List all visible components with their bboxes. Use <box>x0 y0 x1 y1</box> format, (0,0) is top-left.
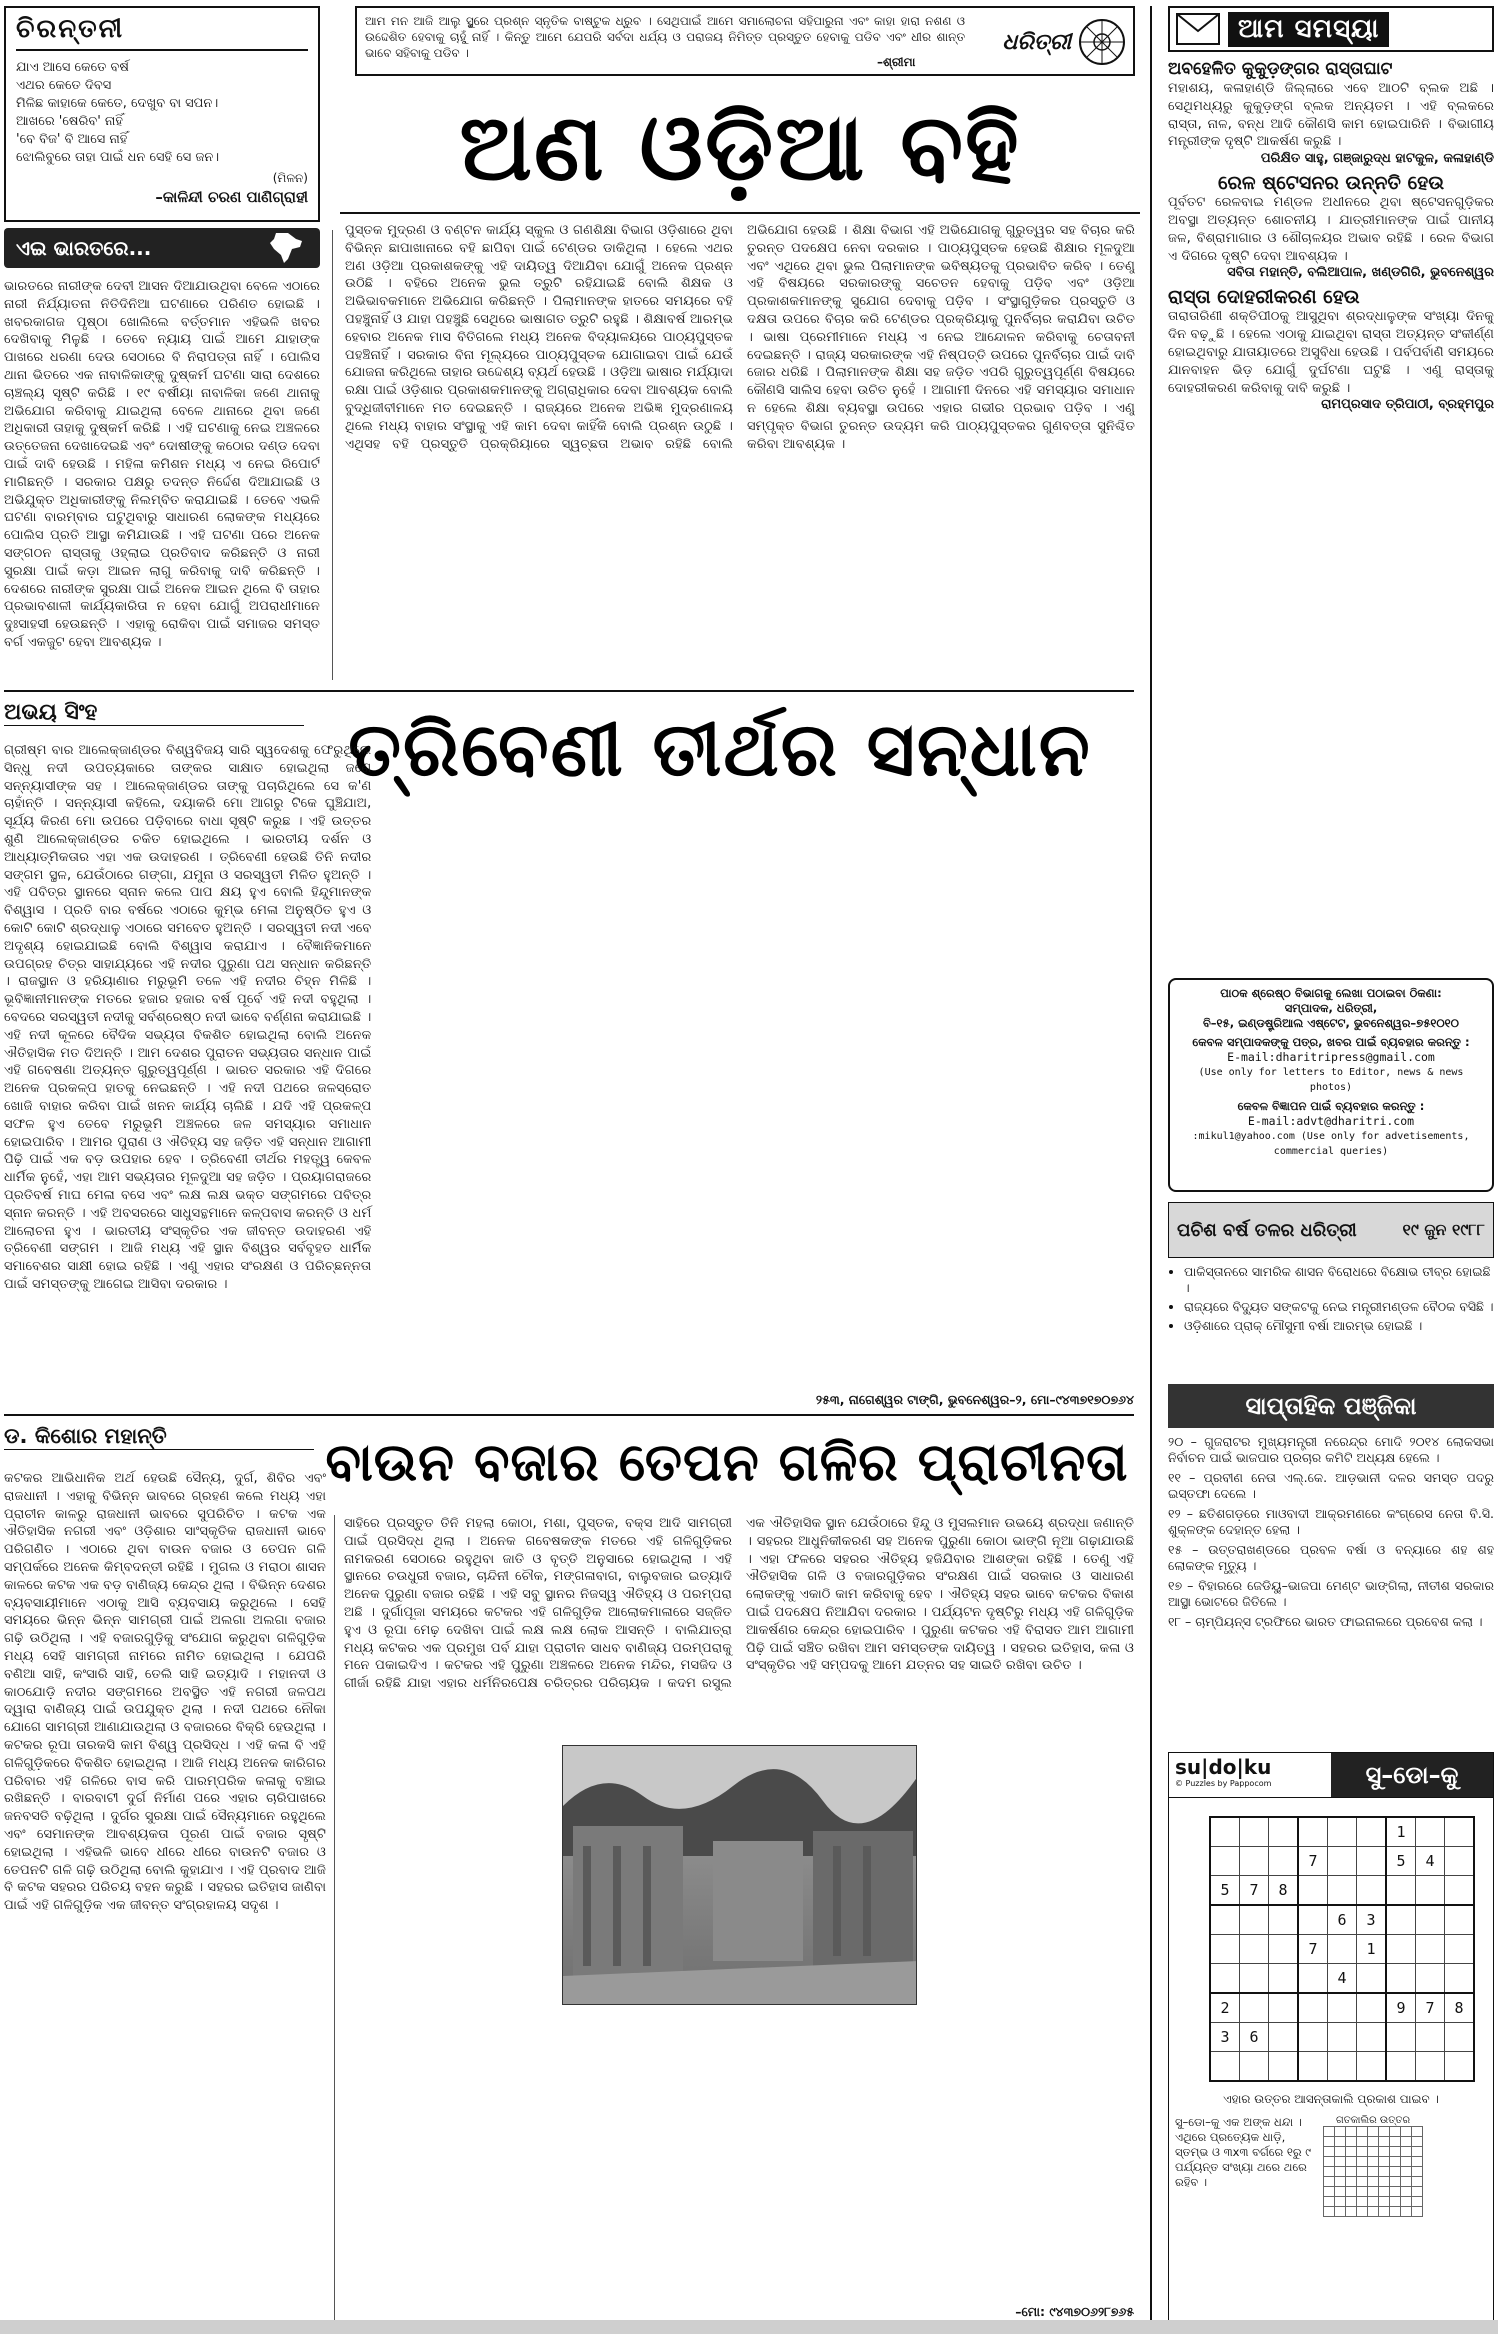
sudoku-cell <box>1269 2023 1299 2052</box>
poem-line: ଝୋଲିବୁରେ ତାହା ପାଇଁ ଧନ ସେହି ସେ ଜନ। <box>16 150 220 165</box>
sudoku-cell <box>1357 1817 1387 1847</box>
answer-cell <box>1357 2187 1368 2197</box>
aama-samasya-title: ଆମ ସମସ୍ୟା <box>1228 12 1389 47</box>
answer-cell <box>1412 2157 1423 2167</box>
sudoku-box <box>1168 1752 1494 2328</box>
sudoku-cell <box>1416 1817 1445 1847</box>
answer-cell <box>1390 2177 1401 2187</box>
kishore-text-right: ସାହିରେ ପ୍ରସ୍ତୁତ ତିନି ମହଲା କୋଠା, ମଶା, ପୁସ୍ତକ, ବକ୍ସ ଆଦି ସାମଗ୍ରୀ ପାଇଁ ପ୍ରସିଦ୍ଧ ଥିଲା । ଅନେକ ଗବେଷକଙ୍କ ମତରେ ଏହି ଗଳିଗୁଡ଼ିକର ନାମକରଣ ସେଠାରେ ରହୁଥିବା ଜାତି ଓ ବୃତ୍ତି ଅନୁସାରେ ହୋଇଥିଲା । ଏହି ସ୍ଥାନରେ ଚଉଧୁରୀ ବଜାର, ଚାନ୍ଦିନୀ ଚୌକ, ମଙ୍ଗଳାବାଗ, ବାଲୁବଜାର ଇତ୍ୟାଦି ଅନେକ ପୁରୁଣା ବଜାର ରହିଛି । ଏହି ସବୁ ସ୍ଥାନର ନିଜସ୍ୱ ଐତିହ୍ୟ ଓ ପରମ୍ପରା ଅଛି । ଦୁର୍ଗାପୂଜା ସମୟରେ କଟକର ଏହି ଗଳିଗୁଡ଼ିକ ଆଲୋକମାଳାରେ ସଜ୍ଜିତ ହୁଏ ଓ ରୂପା ମେଢ଼ ଦେଖିବା ପାଇଁ ଲକ୍ଷ ଲକ୍ଷ ଲୋକ ଆସନ୍ତି । ବାଲିଯାତ୍ରା ମଧ୍ୟ କଟକର ଏକ ପ୍ରମୁଖ ପର୍ବ ଯାହା ପ୍ରାଚୀନ ସାଧବ ବାଣିଜ୍ୟ ପରମ୍ପରାକୁ ମନେ ପକାଇଦିଏ । କଟକର ଏହି ପୁରୁଣା ଅଞ୍ଚଳରେ ଅନେକ ମନ୍ଦିର, ମସଜିଦ ଓ ଗୀର୍ଜା ରହିଛି ଯାହା ଏହାର ଧର୍ମନିରପେକ୍ଷ ଚରିତ୍ରର ପରିଚାୟକ । କଦମ ରସୁଲ ଏକ ଐତିହାସିକ ସ୍ଥାନ ଯେଉଁଠାରେ ହିନ୍ଦୁ ଓ ମୁସଲମାନ ଉଭୟେ ଶ୍ରଦ୍ଧା ଜଣାନ୍ତି । ସହରର ଆଧୁନିକୀକରଣ ସହ ଅନେକ ପୁରୁଣା କୋଠା ଭାଙ୍ଗି ନୂଆ ଗଢ଼ାଯାଉଛି । ଏହା ଫଳରେ ସହରର ଐତିହ୍ୟ ହଜିଯିବାର ଆଶଙ୍କା ରହିଛି । ତେଣୁ ଏହି ଐତିହାସିକ ଗଳି ଓ ବଜାରଗୁଡ଼ିକର ସଂରକ୍ଷଣ ପାଇଁ ସରକାର ଓ ସାଧାରଣ ଲୋକଙ୍କୁ ଏକାଠି କାମ କରିବାକୁ ହେବ । ଐତିହ୍ୟ ସହର ଭାବେ କଟକର ବିକାଶ ପାଇଁ ପଦକ୍ଷେପ ନିଆଯିବା ଦରକାର । ପର୍ଯ୍ୟଟନ ଦୃଷ୍ଟିରୁ ମଧ୍ୟ ଏହି ଗଳିଗୁଡ଼ିକ ଆକର୍ଷଣର କେନ୍ଦ୍ର ହୋଇପାରିବ । ପୁରୁଣା କଟକର ଏହି ବିରାସତ ଆମ ଆଗାମୀ ପିଢ଼ି ପାଇଁ ସଞ୍ଚିତ ରଖିବା ଆମ ସମସ୍ତଙ୍କ ଦାୟିତ୍ୱ । ସହରର ଇତିହାସ, କଳା ଓ ସଂସ୍କୃତିର ଏହି ସମ୍ପଦକୁ ଆମେ ଯତ୍ନର ସହ ସାଇତି ରଖିବା ଉଚିତ । <box>344 1516 1134 1692</box>
answer-cell <box>1324 2197 1335 2207</box>
sudoku-cell <box>1328 1817 1357 1847</box>
answer-cell <box>1324 2157 1335 2167</box>
saptahika-list <box>1168 1434 1494 1744</box>
sudoku-cell: 5 <box>1210 1876 1240 1906</box>
poem-line: ଯାଏ ଆସେ କେତେ ବର୍ଷ <box>16 60 129 75</box>
sudoku-cell: 7 <box>1240 1876 1269 1906</box>
sudoku-cell <box>1298 2052 1328 2082</box>
letter-title: ଅବହେଳିତ କୁକୁଡ଼ଙ୍ଗର ରାସ୍ତାଘାଟ <box>1168 59 1393 79</box>
sudoku-cell <box>1298 1993 1328 2023</box>
logo-text: ଧରିତ୍ରୀ <box>1002 29 1071 55</box>
sudoku-cell: 8 <box>1445 1993 1475 2023</box>
sudoku-cell <box>1269 1993 1299 2023</box>
sudoku-credit: © Puzzles by Pappocom <box>1175 1779 1272 1788</box>
sudoku-grid <box>1209 1816 1475 2082</box>
answer-cell <box>1412 2137 1423 2147</box>
answer-cell <box>1412 2177 1423 2187</box>
sudoku-cell <box>1445 1964 1475 1994</box>
sudoku-cell <box>1269 1935 1299 1964</box>
sudoku-cell <box>1386 2052 1416 2082</box>
sudoku-cell <box>1240 1935 1269 1964</box>
answer-cell <box>1335 2187 1346 2197</box>
sudoku-cell <box>1357 1876 1387 1906</box>
answer-cell <box>1412 2147 1423 2157</box>
answer-cell <box>1346 2197 1357 2207</box>
answer-cell <box>1368 2187 1379 2197</box>
chirantani-source: (ମିଳନ) <box>272 171 308 185</box>
answer-cell <box>1401 2187 1412 2197</box>
answer-cell <box>1335 2137 1346 2147</box>
sudoku-cell <box>1210 1847 1240 1876</box>
answer-cell <box>1412 2207 1423 2217</box>
sudoku-cell <box>1269 1847 1299 1876</box>
sudoku-cell <box>1328 2052 1357 2082</box>
sudoku-cell <box>1328 1935 1357 1964</box>
letter-author: ସବିତା ମହାନ୍ତି, ବଲିଆପାଳ, ଖଣ୍ଡଗିରି, ଭୁବନେଶ୍ୱର <box>1227 265 1494 281</box>
sudoku-cell: 2 <box>1210 1993 1240 2023</box>
sudoku-cell <box>1386 1964 1416 1994</box>
panjika-item: ୨୦ – ଗୁଜରାଟର ମୁଖ୍ୟମନ୍ତ୍ରୀ ନରେନ୍ଦ୍ର ମୋଦି ୨୦୧୪ ଲୋକସଭା ନିର୍ବାଚନ ପାଇଁ ଭାଜପାର ପ୍ରଚାର କମିଟି ଅଧ୍ୟକ୍ଷ ହେଲେ । <box>1168 1434 1494 1465</box>
sudoku-cell: 3 <box>1210 2023 1240 2052</box>
sudoku-cell: 1 <box>1357 1935 1387 1964</box>
ei-bharatare-text: ଭାରତରେ ନାରୀଙ୍କ ଦେବୀ ଆସନ ଦିଆଯାଉଥିବା ବେଳେ ଏଠାରେ ନାରୀ ନିର୍ଯ୍ୟାତନା ନିତିଦିନିଆ ଘଟଣାରେ ପରିଣତ ହୋଇଛି । ଖବରକାଗଜ ପୃଷ୍ଠା ଖୋଲିଲେ ବର୍ତ୍ତମାନ ଏହିଭଳି ଖବର ଦେଖିବାକୁ ମିଳୁଛି । ତେବେ ନ୍ୟାୟ ପାଇଁ ଆମେ ଯାହାଙ୍କ ପାଖରେ ଧରଣା ଦେଉ ସେଠାରେ ବି ନିରାପତ୍ତା ନାହିଁ । ପୋଲିସ ଥାନା ଭିତରେ ଏକ ନାବାଳିକାଙ୍କୁ ଦୁଷ୍କର୍ମ ଘଟଣା ସାରା ଦେଶରେ ଚାଞ୍ଚଲ୍ୟ ସୃଷ୍ଟି କରିଛି । ୧୯ ବର୍ଷୀୟା ନାବାଳିକା ଜଣେ ଥାନାକୁ ଅଭିଯୋଗ କରିବାକୁ ଯାଇଥିଲା ବେଳେ ଥାନାରେ ଥିବା ଜଣେ ଅଧିକାରୀ ତାହାକୁ ଦୁଷ୍କର୍ମ କରିଛି । ଏହି ଘଟଣାକୁ ନେଇ ଅଞ୍ଚଳରେ ଉତ୍ତେଜନା ଦେଖାଦେଇଛି ଏବଂ ଦୋଷୀଙ୍କୁ କଠୋର ଦଣ୍ଡ ଦେବା ପାଇଁ ଦାବି ହେଉଛି । ମହିଳା କମିଶନ ମଧ୍ୟ ଏ ନେଇ ରିପୋର୍ଟ ମାଗିଛନ୍ତି । ସରକାର ପକ୍ଷରୁ ତଦନ୍ତ ନିର୍ଦ୍ଦେଶ ଦିଆଯାଇଛି ଓ ଅଭିଯୁକ୍ତ ଅଧିକାରୀଙ୍କୁ ନିଲମ୍ବିତ କରାଯାଇଛି । ତେବେ ଏଭଳି ଘଟଣା ବାରମ୍ବାର ଘଟୁଥିବାରୁ ସାଧାରଣ ଲୋକଙ୍କ ମଧ୍ୟରେ ପୋଲିସ ପ୍ରତି ଆସ୍ଥା କମିଯାଉଛି । ଏହି ଘଟଣା ପରେ ଅନେକ ସଙ୍ଗଠନ ରାସ୍ତାକୁ ଓହ୍ଲାଇ ପ୍ରତିବାଦ କରିଛନ୍ତି ଓ ନାରୀ ସୁରକ୍ଷା ପାଇଁ କଡ଼ା ଆଇନ ଲାଗୁ କରିବାକୁ ଦାବି କରିଛନ୍ତି । ଦେଶରେ ନାରୀଙ୍କ ସୁରକ୍ଷା ପାଇଁ ଅନେକ ଆଇନ ଥିଲେ ବି ତାହାର ପ୍ରଭାବଶାଳୀ କାର୍ଯ୍ୟକାରିତା ନ ହେବା ଯୋଗୁଁ ଅପରାଧୀମାନେ ଦୁଃସାହସୀ ହେଉଛନ୍ତି । ଏହାକୁ ରୋକିବା ପାଇଁ ସମାଜର ସମସ୍ତ ବର୍ଗ ଏକଜୁଟ ହେବା ଆବଶ୍ୟକ । <box>4 279 320 650</box>
triveni-text: ଗ୍ରୀଷ୍ମ ବାର ଆଲେକ୍ଜାଣ୍ଡର ବିଶ୍ୱବିଜୟ ସାରି ସ୍ୱଦେଶକୁ ଫେରୁଥିଲେ ସିନ୍ଧୁ ନଦୀ ଉପତ୍ୟକାରେ ତାଙ୍କର ସାକ୍ଷାତ ହୋଇଥିଲା ଜଣେ ସନ୍ନ୍ୟାସୀଙ୍କ ସହ । ଆଲେକ୍ଜାଣ୍ଡର ତାଙ୍କୁ ପଚାରିଥିଲେ ସେ କ'ଣ ଚାହାଁନ୍ତି । ସନ୍ନ୍ୟାସୀ କହିଲେ, ଦୟାକରି ମୋ ଆଗରୁ ଟିକେ ଘୁଞ୍ଚିଯାଅ, ସୂର୍ଯ୍ୟ କିରଣ ମୋ ଉପରେ ପଡ଼ିବାରେ ବାଧା ସୃଷ୍ଟି କରୁଛ । ଏହି ଉତ୍ତର ଶୁଣି ଆଲେକ୍ଜାଣ୍ଡର ଚକିତ ହୋଇଥିଲେ । ଭାରତୀୟ ଦର୍ଶନ ଓ ଆଧ୍ୟାତ୍ମିକତାର ଏହା ଏକ ଉଦାହରଣ । ତ୍ରିବେଣୀ ହେଉଛି ତିନି ନଦୀର ସଙ୍ଗମ ସ୍ଥଳ, ଯେଉଁଠାରେ ଗଙ୍ଗା, ଯମୁନା ଓ ସରସ୍ୱତୀ ମିଳିତ ହୁଅନ୍ତି । ଏହି ପବିତ୍ର ସ୍ଥାନରେ ସ୍ନାନ କଲେ ପାପ କ୍ଷୟ ହୁଏ ବୋଲି ହିନ୍ଦୁମାନଙ୍କ ବିଶ୍ୱାସ । ପ୍ରତି ବାର ବର୍ଷରେ ଏଠାରେ କୁମ୍ଭ ମେଳା ଅନୁଷ୍ଠିତ ହୁଏ ଓ କୋଟି କୋଟି ଶ୍ରଦ୍ଧାଳୁ ଏଠାରେ ସମବେତ ହୁଅନ୍ତି । ସରସ୍ୱତୀ ନଦୀ ଏବେ ଅଦୃଶ୍ୟ ହୋଇଯାଇଛି ବୋଲି ବିଶ୍ୱାସ କରାଯାଏ । ବୈଜ୍ଞାନିକମାନେ ଉପଗ୍ରହ ଚିତ୍ର ସାହାଯ୍ୟରେ ଏହି ନଦୀର ପୁରୁଣା ପଥ ସନ୍ଧାନ କରିଛନ୍ତି । ରାଜସ୍ଥାନ ଓ ହରିୟାଣାର ମରୁଭୂମି ତଳେ ଏହି ନଦୀର ଚିହ୍ନ ମିଳିଛି । ଭୂବିଜ୍ଞାନୀମାନଙ୍କ ମତରେ ହଜାର ହଜାର ବର୍ଷ ପୂର୍ବେ ଏହି ନଦୀ ବହୁଥିଲା । ବେଦରେ ସରସ୍ୱତୀ ନଦୀକୁ ସର୍ବଶ୍ରେଷ୍ଠ ନଦୀ ଭାବେ ବର୍ଣ୍ଣନା କରାଯାଇଛି । ଏହି ନଦୀ କୂଳରେ ବୈଦିକ ସଭ୍ୟତା ବିକଶିତ ହୋଇଥିଲା ବୋଲି ଅନେକ ଐତିହାସିକ ମତ ଦିଅନ୍ତି । ଆମ ଦେଶର ପୁରାତନ ସଭ୍ୟତାର ସନ୍ଧାନ ପାଇଁ ଏହି ଗବେଷଣା ଅତ୍ୟନ୍ତ ଗୁରୁତ୍ୱପୂର୍ଣ୍ଣ । ଭାରତ ସରକାର ଏହି ଦିଗରେ ଅନେକ ପ୍ରକଳ୍ପ ହାତକୁ ନେଇଛନ୍ତି । ଏହି ନଦୀ ପଥରେ ଜଳସ୍ରୋତ ଖୋଜି ବାହାର କରିବା ପାଇଁ ଖନନ କାର୍ଯ୍ୟ ଚାଲିଛି । ଯଦି ଏହି ପ୍ରକଳ୍ପ ସଫଳ ହୁଏ ତେବେ ମରୁଭୂମି ଅଞ୍ଚଳରେ ଜଳ ସମସ୍ୟାର ସମାଧାନ ହୋଇପାରିବ । ଆମର ପୁରାଣ ଓ ଐତିହ୍ୟ ସହ ଜଡ଼ିତ ଏହି ସନ୍ଧାନ ଆଗାମୀ ପିଢ଼ି ପାଇଁ ଏକ ବଡ଼ ଉପହାର ହେବ । ତ୍ରିବେଣୀ ତୀର୍ଥର ମହତ୍ତ୍ୱ କେବଳ ଧାର୍ମିକ ନୁହେଁ, ଏହା ଆମ ସଭ୍ୟତାର ମୂଳଦୁଆ ସହ ଜଡ଼ିତ । ପ୍ରୟାଗରାଜରେ ପ୍ରତିବର୍ଷ ମାଘ ମେଳା ବସେ ଏବଂ ଲକ୍ଷ ଲକ୍ଷ ଭକ୍ତ ସଙ୍ଗମରେ ପବିତ୍ର ସ୍ନାନ କରନ୍ତି । ଏହି ଅବସରରେ ସାଧୁସନ୍ଥମାନେ କଳ୍ପବାସ କରନ୍ତି ଓ ଧର୍ମ ଆଲୋଚନା ହୁଏ । ଭାରତୀୟ ସଂସ୍କୃତିର ଏକ ଜୀବନ୍ତ ଉଦାହରଣ ଏହି ତ୍ରିବେଣୀ ସଙ୍ଗମ । ଆଜି ମଧ୍ୟ ଏହି ସ୍ଥାନ ବିଶ୍ୱର ସର୍ବବୃହତ ଧାର୍ମିକ ସମାବେଶର ସାକ୍ଷୀ ହୋଇ ରହିଛି । ଏଣୁ ଏହାର ସଂରକ୍ଷଣ ଓ ପରିଚ୍ଛନ୍ନତା ପାଇଁ ସମସ୍ତଙ୍କୁ ଆଗେଇ ଆସିବା ଦରକାର । <box>4 743 372 1292</box>
sudoku-cell: 1 <box>1386 1817 1416 1847</box>
aama-samasya-list <box>1168 58 1494 968</box>
answer-cell <box>1390 2137 1401 2147</box>
sudoku-cell <box>1416 1876 1445 1906</box>
answer-cell <box>1335 2207 1346 2217</box>
answer-cell <box>1390 2187 1401 2197</box>
quote-text: ଆମ ମନ ଆଜି ଆଲୁ ସ୍ଥୁରେ ପ୍ରଶ୍ନ ସ୍ନୃତିକ ବାଷ୍ଟୁକ ଧ୍ରୁବ । ସେଥିପାଇଁ ଆମେ ସମାଲୋଚନା ସହିପାରୁନା ଏବଂ କାହା ହାରା ନଶଣ ଓ ଉଦ୍ଦେଶିତ ହେବାକୁ ଚାହୁଁ ନାହିଁ । କିନ୍ତୁ ଆମେ ଯେପରି ସର୍ବଦା ଧର୍ଯ୍ୟ ଓ ପରାଜୟ ନିମିତ୍ତ ପ୍ରସ୍ତୁତ ହେବାକୁ ପଡିବ ଏବଂ ଧୀର ଶାନ୍ତ ଭାବେ ସହିବାକୁ ପଡିବ । <box>365 14 965 60</box>
letter-text: ପୂର୍ବତଟ ରେଳବାଇ ମଣ୍ଡଳ ଅଧୀନରେ ଥିବା ଷ୍ଟେସନଗୁଡ଼ିକର ଅବସ୍ଥା ଅତ୍ୟନ୍ତ ଶୋଚନୀୟ । ଯାତ୍ରୀମାନଙ୍କ ପାଇଁ ପାନୀୟ ଜଳ, ବିଶ୍ରାମାଗାର ଓ ଶୌଚାଳୟର ଅଭାବ ରହିଛି । ରେଳ ବିଭାଗ ଏ ଦିଗରେ ଦୃଷ୍ଟି ଦେବା ଆବଶ୍ୟକ । <box>1168 195 1494 264</box>
answer-cell <box>1324 2167 1335 2177</box>
answer-cell <box>1390 2147 1401 2157</box>
letter-item <box>1168 172 1494 280</box>
sudoku-cell <box>1416 2052 1445 2082</box>
reader-address-box <box>1168 978 1494 1192</box>
answer-cell <box>1401 2137 1412 2147</box>
envelope-icon <box>1176 13 1220 45</box>
panjika-item: ୧୭ – ବିହାରରେ ଜେଡିୟୁ–ଭାଜପା ମେଣ୍ଟ ଭାଙ୍ଗିଲା, ନୀତୀଶ ସରକାର ଆସ୍ଥା ଭୋଟରେ ଜିତିଲେ । <box>1168 1578 1494 1609</box>
answer-cell <box>1357 2197 1368 2207</box>
answer-cell <box>1335 2157 1346 2167</box>
reader-line: କେବଳ ସମ୍ପାଦକଙ୍କୁ ପତ୍ର, ଖବର ପାଇଁ ବ୍ୟବହାର କରନ୍ତୁ : <box>1192 1035 1470 1049</box>
answer-cell <box>1346 2167 1357 2177</box>
sudoku-cell: 5 <box>1386 1847 1416 1876</box>
sudoku-cell <box>1445 1935 1475 1964</box>
answer-cell <box>1357 2207 1368 2217</box>
sudoku-cell <box>1328 1993 1357 2023</box>
sudoku-cell: 3 <box>1357 1905 1387 1935</box>
sudoku-cell <box>1386 1876 1416 1906</box>
reader-line: ସମ୍ପାଦକ, ଧରିତ୍ରୀ, <box>1284 1001 1378 1015</box>
poem-line: ଏଥର କେତେ ଦିବସ <box>16 78 112 93</box>
answer-cell <box>1324 2207 1335 2217</box>
answer-cell <box>1368 2197 1379 2207</box>
answer-cell <box>1401 2167 1412 2177</box>
sudoku-cell: 6 <box>1328 1905 1357 1935</box>
letter-author: ପରିକ୍ଷିତ ସାହୁ, ଗଞ୍ଜାରୁଦ୍ଧ ହାଟକୁଳ, କଳାହାଣ୍ଡି <box>1260 151 1494 167</box>
reader-line: କେବଳ ବିଜ୍ଞାପନ ପାଇଁ ବ୍ୟବହାର କରନ୍ତୁ : <box>1237 1099 1425 1113</box>
logo <box>977 14 1127 70</box>
page-bottom-bar <box>0 2320 1498 2334</box>
answer-cell <box>1346 2177 1357 2187</box>
sudoku-cell <box>1445 1905 1475 1935</box>
reader-line: (Use only for letters to Editor, news & news photos) <box>1198 1067 1464 1093</box>
letter-title: ରେଳ ଷ୍ଟେସନର ଉନ୍ନତି ହେଉ <box>1217 172 1445 195</box>
answer-cell <box>1379 2207 1390 2217</box>
answer-cell <box>1379 2157 1390 2167</box>
answer-cell <box>1390 2167 1401 2177</box>
answer-cell <box>1401 2127 1412 2137</box>
sudoku-cell <box>1269 1905 1299 1935</box>
answer-cell <box>1379 2137 1390 2147</box>
sudoku-cell <box>1328 2023 1357 2052</box>
answer-cell <box>1368 2207 1379 2217</box>
answer-cell <box>1401 2147 1412 2157</box>
old-fort-photo <box>562 1745 917 2005</box>
poem-line: ମିଳିଛ କାହାକେ କେତେ, ଦେଖୁବ ବା ସପନ। <box>16 96 219 111</box>
sudoku-cell <box>1386 1905 1416 1935</box>
answer-cell <box>1412 2127 1423 2137</box>
answer-cell <box>1357 2147 1368 2157</box>
sudoku-cell <box>1240 1905 1269 1935</box>
answer-cell <box>1412 2167 1423 2177</box>
reader-line: ବି–୧୫, ଇଣ୍ଡଷ୍ଟ୍ରିଆଲ ଏଷ୍ଟେଟ, ଭୁବନେଶ୍ୱର–୭୫୧୦୧୦ <box>1202 1016 1460 1030</box>
triveni-headline: ତ୍ରିବେଣୀ ତୀର୍ଥର ସନ୍ଧାନ <box>348 707 1092 793</box>
sudoku-cell <box>1445 1847 1475 1876</box>
answer-cell <box>1346 2207 1357 2217</box>
answer-cell <box>1390 2207 1401 2217</box>
answer-cell <box>1368 2157 1379 2167</box>
sudoku-cell <box>1298 1876 1328 1906</box>
kishore-author: ଡ. କିଶୋର ମହାନ୍ତି <box>4 1424 314 1450</box>
pachisa-date: ୧୯ ଜୁନ ୧୯୮୮ <box>1402 1220 1485 1239</box>
answer-cell <box>1379 2147 1390 2157</box>
pachisa-list <box>1168 1264 1494 1374</box>
sudoku-cell <box>1416 1905 1445 1935</box>
answer-cell <box>1390 2127 1401 2137</box>
main-headline: ଅଣ ଓଡ଼ିଆ ବହି <box>459 94 1021 201</box>
answer-cell <box>1346 2127 1357 2137</box>
sudoku-cell <box>1240 1993 1269 2023</box>
reader-line: :mikul1@yahoo.com (Use only for advetisements, commercial queries) <box>1192 1131 1470 1157</box>
letter-title: ରାସ୍ତା ଦୋହରୀକରଣ ହେଉ <box>1168 286 1360 309</box>
sudoku-cell <box>1357 2052 1387 2082</box>
answer-cell <box>1335 2197 1346 2207</box>
kishore-text-left: କଟକର ଆଭିଧାନିକ ଅର୍ଥ ହେଉଛି ସୈନ୍ୟ, ଦୁର୍ଗ, ଶିବିର ଏବଂ ରାଜଧାନୀ । ଏହାକୁ ବିଭିନ୍ନ ଭାବରେ ଗ୍ରହଣ କଲେ ମଧ୍ୟ ଏହା ପ୍ରାଚୀନ କାଳରୁ ରାଜଧାନୀ ଭାବରେ ସୁପରିଚିତ । କଟକ ଏକ ଐତିହାସିକ ନଗରୀ ଏବଂ ଓଡ଼ିଶାର ସାଂସ୍କୃତିକ ରାଜଧାନୀ ଭାବେ ପରିଗଣିତ । ଏଠାରେ ଥିବା ବାଉନ ବଜାର ଓ ତେପନ ଗଳି ସମ୍ପର୍କରେ ଅନେକ କିମ୍ବଦନ୍ତୀ ରହିଛି । ମୁଗଲ ଓ ମରାଠା ଶାସନ କାଳରେ କଟକ ଏକ ବଡ଼ ବାଣିଜ୍ୟ କେନ୍ଦ୍ର ଥିଲା । ବିଭିନ୍ନ ଦେଶର ବ୍ୟବସାୟୀମାନେ ଏଠାକୁ ଆସି ବ୍ୟବସାୟ କରୁଥିଲେ । ସେହି ସମୟରେ ଭିନ୍ନ ଭିନ୍ନ ସାମଗ୍ରୀ ପାଇଁ ଅଲଗା ଅଲଗା ବଜାର ଗଢ଼ି ଉଠିଥିଲା । ଏହି ବଜାରଗୁଡ଼ିକୁ ସଂଯୋଗ କରୁଥିବା ଗଳିଗୁଡ଼ିକ ମଧ୍ୟ ସେହି ସାମଗ୍ରୀ ନାମରେ ନାମିତ ହୋଇଥିଲା । ଯେପରି ବଣିଆ ସାହି, କଂସାରି ସାହି, ତେଲି ସାହି ଇତ୍ୟାଦି । ମହାନଦୀ ଓ କାଠଯୋଡ଼ି ନଦୀର ସଙ୍ଗମରେ ଅବସ୍ଥିତ ଏହି ନଗରୀ ଜଳପଥ ଦ୍ୱାରା ବାଣିଜ୍ୟ ପାଇଁ ଉପଯୁକ୍ତ ଥିଲା । ନଦୀ ପଥରେ ନୌକା ଯୋଗେ ସାମଗ୍ରୀ ଆଣାଯାଉଥିଲା ଓ ବଜାରରେ ବିକ୍ରି ହେଉଥିଲା । କଟକର ରୂପା ତାରକସି କାମ ବିଶ୍ୱ ପ୍ରସିଦ୍ଧ । ଏହି କଳା ବି ଏହି ଗଳିଗୁଡ଼ିକରେ ବିକଶିତ ହୋଇଥିଲା । ଆଜି ମଧ୍ୟ ଅନେକ କାରିଗର ପରିବାର ଏହି ଗଳିରେ ବାସ କରି ପାରମ୍ପରିକ କଳାକୁ ବଞ୍ଚାଇ ରଖିଛନ୍ତି । ବାରବାଟୀ ଦୁର୍ଗ ନିର୍ମାଣ ପରେ ଏହାର ଚାରିପାଖରେ ଜନବସତି ବଢ଼ିଥିଲା । ଦୁର୍ଗର ସୁରକ୍ଷା ପାଇଁ ସୈନ୍ୟମାନେ ରହୁଥିଲେ ଏବଂ ସେମାନଙ୍କ ଆବଶ୍ୟକତା ପୂରଣ ପାଇଁ ବଜାର ସୃଷ୍ଟି ହୋଇଥିଲା । ଏହିଭଳି ଭାବେ ଧୀରେ ଧୀରେ ବାଉନଟି ବଜାର ଓ ତେପନଟି ଗଳି ଗଢ଼ି ଉଠିଥିଲା ବୋଲି କୁହାଯାଏ । ଏହି ପ୍ରବାଦ ଆଜି ବି କଟକ ସହରର ପରିଚୟ ବହନ କରୁଛି । ସହରର ଇତିହାସ ଜାଣିବା ପାଇଁ ଏହି ଗଳିଗୁଡ଼ିକ ଏକ ଜୀବନ୍ତ ସଂଗ୍ରହାଳୟ ସଦୃଶ । <box>4 1471 326 1914</box>
logo-wheel-icon <box>1077 17 1127 67</box>
letter-text: ତାରାତାରିଣୀ ଶକ୍ତିପୀଠକୁ ଆସୁଥିବା ଶ୍ରଦ୍ଧାଳୁଙ୍କ ସଂଖ୍ୟା ଦିନକୁ ଦିନ ବଢ଼ୁଛି । ହେଲେ ଏଠାକୁ ଯାଇଥିବା ରାସ୍ତା ଅତ୍ୟନ୍ତ ସଂକୀର୍ଣ୍ଣ ହୋଇଥିବାରୁ ଯାତାୟାତରେ ଅସୁବିଧା ହେଉଛି । ପର୍ବପର୍ବାଣି ସମୟରେ ଯାନବାହନ ଭିଡ଼ ଯୋଗୁଁ ଦୁର୍ଘଟଣା ଘଟୁଛି । ଏଣୁ ରାସ୍ତାକୁ ଦୋହରୀକରଣ କରିବାକୁ ଦାବି କରୁଛି । <box>1168 309 1494 396</box>
pachisa-title: ପଚିଶ ବର୍ଷ ତଳର ଧରିତ୍ରୀ <box>1177 1219 1357 1241</box>
sudoku-cell: 9 <box>1386 1993 1416 2023</box>
sudoku-cell <box>1240 1847 1269 1876</box>
answer-cell <box>1368 2177 1379 2187</box>
sudoku-cell <box>1210 1817 1240 1847</box>
ei-bharatare-title: ଏଇ ଭାରତରେ... <box>16 236 152 260</box>
sudoku-cell <box>1210 1935 1240 1964</box>
sudoku-cell: 4 <box>1328 1964 1357 1994</box>
letter-author: ରାମପ୍ରସାଦ ତ୍ରିପାଠୀ, ବ୍ରହ୍ମପୁର <box>1321 397 1494 413</box>
panjika-item: ୧୧ – ପ୍ରବୀଣ ନେତା ଏଲ୍.କେ. ଆଡ଼ଭାନୀ ଦଳର ସମସ୍ତ ପଦରୁ ଇସ୍ତଫା ଦେଲେ । <box>1168 1470 1494 1501</box>
reader-email: E-mail:advt@dharitri.com <box>1247 1114 1415 1128</box>
sudoku-cell <box>1298 2023 1328 2052</box>
pachisa-item: • ଓଡ଼ିଶାରେ ପ୍ରାକ୍ ମୌସୁମୀ ବର୍ଷା ଆରମ୍ଭ ହୋଇଛି । <box>1184 1318 1494 1334</box>
india-map-icon <box>266 231 306 265</box>
sudoku-cell: 7 <box>1298 1935 1328 1964</box>
sudoku-cell <box>1445 1817 1475 1847</box>
answer-cell <box>1324 2147 1335 2157</box>
pachisa-barsha-header <box>1168 1202 1494 1258</box>
answer-cell <box>1368 2137 1379 2147</box>
answer-cell <box>1379 2197 1390 2207</box>
answer-cell <box>1357 2177 1368 2187</box>
sudoku-cell: 8 <box>1269 1876 1299 1906</box>
answer-cell <box>1368 2147 1379 2157</box>
sudoku-cell <box>1298 1905 1328 1935</box>
sudoku-cell <box>1269 2052 1299 2082</box>
answer-cell <box>1401 2197 1412 2207</box>
pachisa-item: • ପାକିସ୍ତାନରେ ସାମରିକ ଶାସନ ବିରୋଧରେ ବିକ୍ଷୋଭ ତୀବ୍ର ହୋଇଛି । <box>1184 1264 1494 1296</box>
pachisa-item: • ରାଜ୍ୟରେ ବିଦ୍ୟୁତ ସଙ୍କଟକୁ ନେଇ ମନ୍ତ୍ରୀମଣ୍ଡଳ ବୈଠକ ବସିଛି । <box>1184 1299 1494 1315</box>
sudoku-cell <box>1210 2052 1240 2082</box>
letter-item <box>1168 286 1494 412</box>
chirantani-box <box>4 6 320 222</box>
letter-text: ମହାଶୟ, କଳାହାଣ୍ଡି ଜିଲ୍ଲାରେ ଏବେ ଆଠଟି ବ୍ଲକ ଅଛି । ସେଥିମଧ୍ୟରୁ କୁକୁଡ଼ଙ୍ଗ ବ୍ଲକ ଅନ୍ୟତମ । ଏହି ବ୍ଲକରେ ରାସ୍ତା, ନାଳ, ବନ୍ଧ ଆଦି କୌଣସି କାମ ହୋଇପାରିନି । ବିଭାଗୀୟ ମନ୍ତ୍ରୀଙ୍କ ଦୃଷ୍ଟି ଆକର୍ଷଣ କରୁଛି । <box>1168 81 1494 150</box>
sudoku-cell <box>1416 2023 1445 2052</box>
reader-email: E-mail:dharitripress@gmail.com <box>1227 1050 1435 1064</box>
sudoku-cell <box>1240 2052 1269 2082</box>
answer-cell <box>1357 2157 1368 2167</box>
answer-cell <box>1324 2127 1335 2137</box>
answer-cell <box>1346 2157 1357 2167</box>
answer-cell <box>1346 2147 1357 2157</box>
sudoku-cell <box>1386 2023 1416 2052</box>
panjika-item: ୧୨ – ଛତିଶଗଡ଼ରେ ମାଓବାଦୀ ଆକ୍ରମଣରେ କଂଗ୍ରେସ ନେତା ବି.ସି. ଶୁକ୍ଳଙ୍କ ଦେହାନ୍ତ ହେଲା । <box>1168 1506 1494 1537</box>
sudoku-title-latin: su|do|ku <box>1175 1755 1272 1779</box>
sudoku-cell <box>1357 1964 1387 1994</box>
answer-cell <box>1335 2177 1346 2187</box>
answer-cell <box>1412 2197 1423 2207</box>
answer-cell <box>1324 2177 1335 2187</box>
chirantani-title: ଚିରନ୍ତନୀ <box>16 14 308 51</box>
sudoku-cell: 6 <box>1240 2023 1269 2052</box>
ei-bharatare-bar <box>4 228 320 268</box>
poem-line: ଆଖରେ 'ଷେରିବ' ନାହିଁ <box>16 114 123 129</box>
answer-cell <box>1324 2137 1335 2147</box>
sudoku-cell <box>1298 1964 1328 1994</box>
saptahika-header <box>1168 1384 1494 1428</box>
panjika-item: ୧୫ – ଉତ୍ତରାଖଣ୍ଡରେ ପ୍ରବଳ ବର୍ଷା ଓ ବନ୍ୟାରେ ଶହ ଶହ ଲୋକଙ୍କ ମୃତ୍ୟୁ । <box>1168 1542 1494 1573</box>
poem-line: 'ବେ ବିଜ' ବି ଆସେ ନାହିଁ <box>16 132 128 147</box>
sudoku-cell: 7 <box>1416 1993 1445 2023</box>
sudoku-cell <box>1445 1876 1475 1906</box>
saptahika-title: ସାପ୍ତାହିକ ପଞ୍ଜିକା <box>1245 1392 1417 1420</box>
sudoku-cell <box>1210 1905 1240 1935</box>
sudoku-cell <box>1298 1817 1328 1847</box>
sudoku-cell <box>1357 1993 1387 2023</box>
sudoku-cell <box>1416 1964 1445 1994</box>
lead-article-text: ପୁସ୍ତକ ମୁଦ୍ରଣ ଓ ବଣ୍ଟନ କାର୍ଯ୍ୟ ସ୍କୁଲ ଓ ଗଣଶିକ୍ଷା ବିଭାଗ ଓଡ଼ିଶାରେ ଥିବା ବିଭିନ୍ନ ଛାପାଖାନାରେ ବହି ଛାପିବା ପାଇଁ ଟେଣ୍ଡର ଡାକିଥିଲା । ହେଲେ ଏଥର ଅଣ ଓଡ଼ିଆ ପ୍ରକାଶକଙ୍କୁ ଏହି ଦାୟିତ୍ୱ ଦିଆଯିବା ଯୋଗୁଁ ଅନେକ ପ୍ରଶ୍ନ ଉଠିଛି । ବହିରେ ଅନେକ ଭୁଲ ତ୍ରୁଟି ରହିଯାଇଛି ବୋଲି ଶିକ୍ଷକ ଓ ଅଭିଭାବକମାନେ ଅଭିଯୋଗ କରିଛନ୍ତି । ପିଲାମାନଙ୍କ ହାତରେ ସମୟରେ ବହି ପହଞ୍ଚୁନାହିଁ ଓ ଯାହା ପହଞ୍ଚୁଛି ସେଥିରେ ଭାଷାଗତ ତ୍ରୁଟି ରହୁଛି । ଶିକ୍ଷାବର୍ଷ ଆରମ୍ଭ ହେବାର ଅନେକ ମାସ ବିତିଗଲେ ମଧ୍ୟ ଅନେକ ବିଦ୍ୟାଳୟରେ ପାଠ୍ୟପୁସ୍ତକ ପହଞ୍ଚିନାହିଁ । ସରକାର ବିନା ମୂଲ୍ୟରେ ପାଠ୍ୟପୁସ୍ତକ ଯୋଗାଇବା ପାଇଁ ଯେଉଁ ଯୋଜନା କରିଥିଲେ ତାହାର ଉଦ୍ଦେଶ୍ୟ ବ୍ୟର୍ଥ ହେଉଛି । ଓଡ଼ିଆ ଭାଷାର ମର୍ଯ୍ୟାଦା ରକ୍ଷା ପାଇଁ ଓଡ଼ିଶାର ପ୍ରକାଶକମାନଙ୍କୁ ଅଗ୍ରାଧିକାର ଦେବା ଆବଶ୍ୟକ ବୋଲି ବୁଦ୍ଧିଜୀବୀମାନେ ମତ ଦେଇଛନ୍ତି । ରାଜ୍ୟରେ ଅନେକ ଅଭିଜ୍ଞ ମୁଦ୍ରଣାଳୟ ଥିଲେ ମଧ୍ୟ ବାହାର ସଂସ୍ଥାକୁ ଏହି କାମ ଦେବା କାହିଁକି ବୋଲି ପ୍ରଶ୍ନ ଉଠୁଛି । ଏଥିସହ ବହି ପ୍ରସ୍ତୁତି ପ୍ରକ୍ରିୟାରେ ସ୍ୱଚ୍ଛତା ଅଭାବ ରହିଛି ବୋଲି ଅଭିଯୋଗ ହେଉଛି । ଶିକ୍ଷା ବିଭାଗ ଏହି ଅଭିଯୋଗକୁ ଗୁରୁତ୍ୱର ସହ ବିଚାର କରି ତୁରନ୍ତ ପଦକ୍ଷେପ ନେବା ଦରକାର । ପାଠ୍ୟପୁସ୍ତକ ହେଉଛି ଶିକ୍ଷାର ମୂଳଦୁଆ ଏବଂ ଏଥିରେ ଥିବା ଭୁଲ ପିଲାମାନଙ୍କ ଭବିଷ୍ୟତକୁ ପ୍ରଭାବିତ କରିବ । ତେଣୁ ଏହି ବିଷୟରେ ସରକାରଙ୍କୁ ସଚେତନ ହେବାକୁ ପଡ଼ିବ ଏବଂ ଓଡ଼ିଆ ପ୍ରକାଶକମାନଙ୍କୁ ସୁଯୋଗ ଦେବାକୁ ପଡ଼ିବ । ସଂସ୍ଥାଗୁଡ଼ିକର ପ୍ରସ୍ତୁତି ଓ ଦକ୍ଷତା ଉପରେ ବିଚାର କରି ଟେଣ୍ଡର ପ୍ରକ୍ରିୟାକୁ ପୁନର୍ବିଚାର କରାଯିବା ଉଚିତ । ଭାଷା ପ୍ରେମୀମାନେ ମଧ୍ୟ ଏ ନେଇ ଆନ୍ଦୋଳନ କରିବାକୁ ଚେତାବନୀ ଦେଇଛନ୍ତି । ରାଜ୍ୟ ସରକାରଙ୍କ ଏହି ନିଷ୍ପତ୍ତି ଉପରେ ପୁନର୍ବିଚାର ପାଇଁ ଦାବି ଜୋର ଧରିଛି । ପିଲାମାନଙ୍କ ଶିକ୍ଷା ସହ ଜଡ଼ିତ ଏପରି ଗୁରୁତ୍ୱପୂର୍ଣ୍ଣ ବିଷୟରେ କୌଣସି ସାଲିସ ହେବା ଉଚିତ ନୁହେଁ । ଆଗାମୀ ଦିନରେ ଏହି ସମସ୍ୟାର ସମାଧାନ ନ ହେଲେ ଶିକ୍ଷା ବ୍ୟବସ୍ଥା ଉପରେ ଏହାର ଗଭୀର ପ୍ରଭାବ ପଡ଼ିବ । ଏଣୁ ସମ୍ପୃକ୍ତ ବିଭାଗ ତୁରନ୍ତ ଉଦ୍ୟମ କରି ପାଠ୍ୟପୁସ୍ତକର ଗୁଣବତ୍ତା ସୁନିଶ୍ଚିତ କରିବା ଆବଶ୍ୟକ । <box>345 223 1135 452</box>
answer-cell <box>1379 2167 1390 2177</box>
sudoku-cell <box>1240 1817 1269 1847</box>
sudoku-cell <box>1386 1935 1416 1964</box>
answer-cell <box>1357 2137 1368 2147</box>
letter-item <box>1168 58 1494 166</box>
sudoku-answer-grid <box>1323 2126 1423 2217</box>
answer-cell <box>1368 2167 1379 2177</box>
sudoku-header <box>1169 1753 1493 1798</box>
answer-cell <box>1390 2157 1401 2167</box>
answer-cell <box>1335 2127 1346 2137</box>
sudoku-cell <box>1445 2023 1475 2052</box>
answer-cell <box>1379 2127 1390 2137</box>
quote-author: –ଶ୍ରୀମା <box>877 55 916 69</box>
sudoku-cell <box>1269 1817 1299 1847</box>
sudoku-answer-note: ଗତକାଲିର ଉତ୍ତର <box>1335 2115 1411 2126</box>
answer-cell <box>1357 2127 1368 2137</box>
answer-cell <box>1401 2157 1412 2167</box>
sudoku-title-odia: ସୁ–ଡୋ–କୁ <box>1331 1753 1493 1797</box>
answer-cell <box>1346 2137 1357 2147</box>
answer-cell <box>1335 2167 1346 2177</box>
answer-cell <box>1379 2177 1390 2187</box>
sudoku-cell <box>1269 1964 1299 1994</box>
sudoku-rules: ସୁ–ଡୋ–କୁ ଏକ ଅଙ୍କ ଧନ୍ଦା । ଏଥିରେ ପ୍ରତ୍ୟେକ ଧାଡ଼ି, ସ୍ତମ୍ଭ ଓ ୩x୩ ବର୍ଗରେ ୧ରୁ ୯ ପର୍ଯ୍ୟନ୍ତ ସଂଖ୍ୟା ଥରେ ଥରେ ରହିବ । <box>1175 2115 1312 2189</box>
answer-cell <box>1379 2187 1390 2197</box>
chirantani-poem <box>16 59 308 167</box>
bauna-bajar-headline: ବାଉନ ବଜାର ତେପନ ଗଳିର ପ୍ରାଚୀନତା <box>325 1433 1129 1493</box>
sudoku-cell: 4 <box>1416 1847 1445 1876</box>
answer-cell <box>1368 2127 1379 2137</box>
sudoku-cell <box>1328 1847 1357 1876</box>
panjika-item: ୧୮ – ଚାମ୍ପିୟନ୍ସ ଟ୍ରଫିରେ ଭାରତ ଫାଇନାଲରେ ପ୍ରବେଶ କଲା । <box>1168 1614 1483 1629</box>
answer-cell <box>1401 2177 1412 2187</box>
answer-cell <box>1335 2147 1346 2157</box>
sudoku-cell <box>1445 2052 1475 2082</box>
reader-line: ପାଠକ ଶ୍ରେଷ୍ଠ ବିଭାଗକୁ ଲେଖା ପଠାଇବା ଠିକଣା: <box>1220 986 1442 1000</box>
aama-samasya-header <box>1168 6 1494 52</box>
sudoku-cell <box>1357 1847 1387 1876</box>
answer-cell <box>1324 2187 1335 2197</box>
kishore-contact: –ମୋ: ୯୪୩୭୦୬୨୮୭୬୫ <box>1015 2304 1134 2319</box>
answer-cell <box>1412 2187 1423 2197</box>
answer-cell <box>1346 2187 1357 2197</box>
quote-box <box>355 6 1135 76</box>
sudoku-cell <box>1240 1964 1269 1994</box>
sudoku-cell <box>1210 1964 1240 1994</box>
triveni-address: ୨୫୩, ନାଗେଶ୍ୱର ଟାଙ୍ଗି, ଭୁବନେଶ୍ୱର–୨, ମୋ–୯୪୩୭୧୭୦୭୬୪ <box>815 1392 1134 1407</box>
sudoku-footer: ଏହାର ଉତ୍ତର ଆସନ୍ତାକାଲି ପ୍ରକାଶ ପାଇବ । <box>1223 2092 1439 2106</box>
sudoku-cell <box>1328 1876 1357 1906</box>
sudoku-cell: 7 <box>1298 1847 1328 1876</box>
answer-cell <box>1401 2207 1412 2217</box>
sudoku-cell <box>1416 1935 1445 1964</box>
chirantani-author: –କାଳିନ୍ଦୀ ଚରଣ ପାଣିଗ୍ରାହୀ <box>155 188 308 206</box>
sudoku-cell <box>1357 2023 1387 2052</box>
abhay-author: ଅଭୟ ସିଂହ <box>4 700 304 726</box>
answer-cell <box>1357 2167 1368 2177</box>
answer-cell <box>1390 2197 1401 2207</box>
